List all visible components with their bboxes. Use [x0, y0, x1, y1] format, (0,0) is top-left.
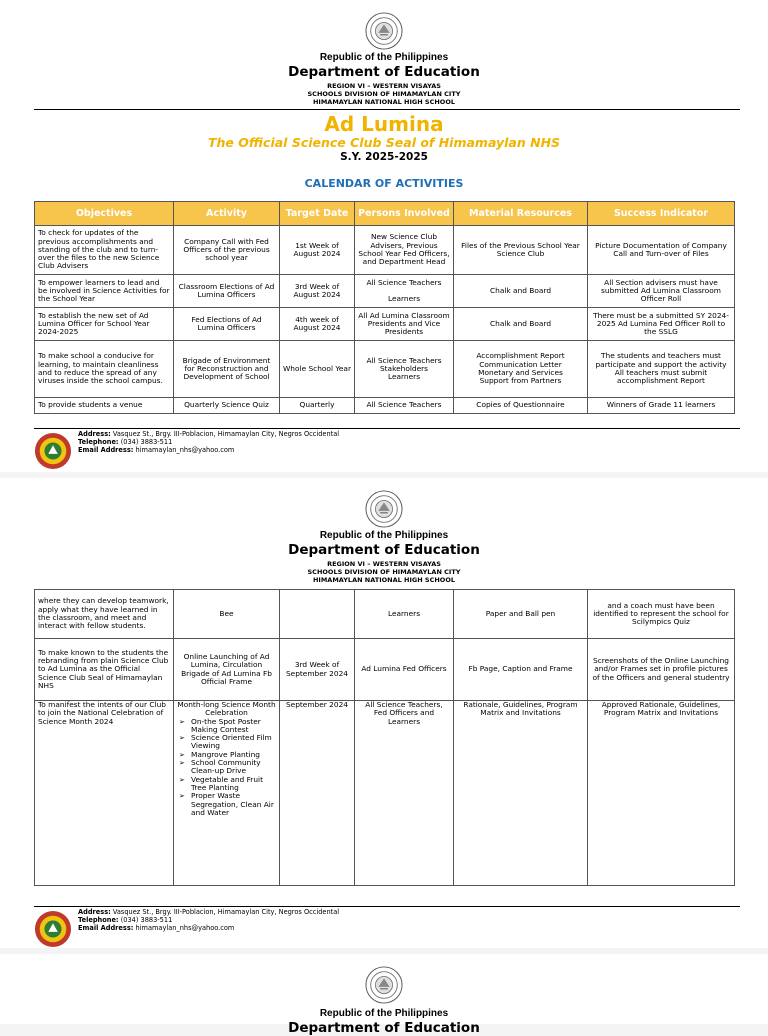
footer-divider: [34, 428, 740, 429]
objective-cell: To provide students a venue: [35, 398, 174, 414]
persons-cell: All Science Teachers Stakeholders Learners: [355, 341, 454, 398]
republic-text: Republic of the Philippines: [319, 530, 449, 541]
activity-title: Month-long Science Month Celebration: [177, 700, 276, 718]
table-header-row: [35, 202, 735, 226]
department-text: Department of Education: [288, 1020, 480, 1036]
footer-divider: [34, 906, 740, 907]
email-text: himamaylan_nhs@yahoo.com: [135, 446, 235, 454]
school-text: HIMAMAYLAN NATIONAL HIGH SCHOOL: [312, 576, 456, 584]
objective-cell: To check for updates of the previous accomplishments and standing of the club and to turn-over the files to the new Science Club Advisers: [35, 226, 174, 275]
objective-cell: To make school a conducive for learning, to maintain cleanliness and to reduce the spread of any viruses inside the school campus.: [35, 341, 174, 398]
deped-seal-icon: [365, 12, 403, 50]
column-header: Target Date: [280, 202, 355, 226]
materials-cell: Paper and Ball pen: [454, 590, 588, 639]
school-seal-icon: [34, 910, 72, 948]
objective-cell: To make known to the students the rebranding from plain Science Club to Ad Lumina as the Official Science Club Seal of Himamaylan NHS: [35, 639, 174, 701]
date-cell: [280, 590, 355, 639]
email-label: Email Address:: [78, 924, 134, 932]
page-1: [0, 0, 768, 472]
activity-cell: Bee: [174, 590, 280, 639]
arrow-bullet-icon: ➢: [179, 792, 185, 801]
page-2: [0, 478, 768, 948]
column-header: Success Indicator: [588, 202, 735, 226]
department-text: Department of Education: [288, 64, 480, 80]
calendar-table-page2: [34, 589, 735, 886]
list-item: ➢ Science Oriented Film Viewing: [179, 733, 272, 751]
deped-seal-icon: [365, 490, 403, 528]
table-row: [35, 226, 735, 275]
date-cell: September 2024: [280, 701, 355, 886]
list-item: ➢ On-the Spot Poster Making Contest: [179, 716, 261, 734]
activity-cell: Online Launching of Ad Lumina, Circulation Brigade of Ad Lumina Fb Official Frame: [174, 639, 280, 701]
date-cell: 1st Week of August 2024: [280, 226, 355, 275]
letterhead: [0, 1008, 768, 1036]
persons-cell: All Science Teachers: [355, 398, 454, 414]
materials-cell: Chalk and Board: [454, 275, 588, 308]
materials-cell: Fb Page, Caption and Frame: [454, 639, 588, 701]
arrow-bullet-icon: ➢: [179, 759, 185, 768]
telephone-text: (034) 3883-511: [120, 438, 173, 446]
indicator-cell: Winners of Grade 11 learners: [588, 398, 735, 414]
footer-contact: [78, 908, 339, 932]
region-text: REGION VI – WESTERN VISAYAS: [327, 82, 441, 90]
department-text: Department of Education: [288, 542, 480, 558]
address-label: Address:: [78, 430, 111, 438]
persons-cell: New Science Club Advisers, Previous School Year Fed Officers, and Department Head: [355, 226, 454, 275]
address-text: Vasquez St., Brgy. III-Poblacion, Himamaylan City, Negros Occidental: [112, 908, 340, 916]
deped-seal-icon: [365, 966, 403, 1004]
address-text: Vasquez St., Brgy. III-Poblacion, Himamaylan City, Negros Occidental: [112, 430, 340, 438]
footer-contact: [78, 430, 339, 454]
region-text: REGION VI – WESTERN VISAYAS: [327, 560, 441, 568]
list-item: ➢ School Community Clean-up Drive: [179, 758, 261, 776]
school-text: HIMAMAYLAN NATIONAL HIGH SCHOOL: [312, 98, 456, 106]
club-title: Ad Lumina: [324, 112, 444, 136]
telephone-label: Telephone:: [78, 438, 119, 446]
section-heading: CALENDAR OF ACTIVITIES: [304, 177, 464, 190]
date-cell: Whole School Year: [280, 341, 355, 398]
header-divider: [34, 109, 740, 110]
letterhead: [0, 530, 768, 584]
table-row: [35, 341, 735, 398]
republic-text: Republic of the Philippines: [319, 1008, 449, 1019]
table-row: [35, 590, 735, 639]
arrow-bullet-icon: ➢: [179, 775, 185, 784]
telephone-text: (034) 3883-511: [120, 916, 173, 924]
column-header: Activity: [174, 202, 280, 226]
indicator-cell: Picture Documentation of Company Call and Turn-over of Files: [588, 226, 735, 275]
materials-cell: Files of the Previous School Year Science Club: [454, 226, 588, 275]
persons-cell: All Science Teachers Learners: [355, 275, 454, 308]
list-item: ➢ Proper Waste Segregation, Clean Air and Water: [179, 791, 274, 817]
republic-text: Republic of the Philippines: [319, 52, 449, 63]
indicator-cell: Approved Rationale, Guidelines, Program Matrix and Invitations: [588, 701, 735, 886]
objective-cell: To empower learners to lead and be involved in Science Activities for the School Year: [35, 275, 174, 308]
objective-cell: To manifest the intents of our Club to join the National Celebration of Science Month 2024: [35, 701, 174, 886]
table-row: [35, 701, 735, 886]
persons-cell: All Ad Lumina Classroom Presidents and Vice Presidents: [355, 308, 454, 341]
persons-cell: Ad Lumina Fed Officers: [355, 639, 454, 701]
materials-cell: Rationale, Guidelines, Program Matrix and Invitations: [454, 701, 588, 886]
persons-cell: All Science Teachers, Fed Officers and Learners: [355, 701, 454, 886]
column-header: Material Resources: [454, 202, 588, 226]
activity-cell: Quarterly Science Quiz: [174, 398, 280, 414]
date-cell: 3rd Week of August 2024: [280, 275, 355, 308]
school-seal-icon: [34, 432, 72, 470]
email-text: himamaylan_nhs@yahoo.com: [135, 924, 235, 932]
objective-cell: where they can develop teamwork, apply what they have learned in the classroom, and meet and interact with fellow students.: [35, 590, 174, 639]
materials-cell: Chalk and Board: [454, 308, 588, 341]
calendar-table-page1: [34, 201, 735, 414]
address-label: Address:: [78, 908, 111, 916]
division-text: SCHOOLS DIVISION OF HIMAMAYLAN CITY: [307, 568, 461, 576]
table-row: [35, 398, 735, 414]
activity-cell: Company Call with Fed Officers of the previous school year: [174, 226, 280, 275]
column-header: Objectives: [35, 202, 174, 226]
activity-cell: [174, 701, 280, 886]
activity-cell: Classroom Elections of Ad Lumina Officers: [174, 275, 280, 308]
table-row: [35, 639, 735, 701]
page-3: [0, 954, 768, 1036]
indicator-cell: and a coach must have been identified to represent the school for Scilympics Quiz: [588, 590, 735, 639]
materials-cell: Accomplishment Report Communication Letter Monetary and Services Support from Partners: [454, 341, 588, 398]
arrow-bullet-icon: ➢: [179, 717, 185, 726]
table-row: [35, 308, 735, 341]
activity-cell: Fed Elections of Ad Lumina Officers: [174, 308, 280, 341]
club-tagline: The Official Science Club Seal of Himamaylan NHS: [207, 135, 561, 150]
arrow-bullet-icon: ➢: [179, 734, 185, 743]
column-header: Persons Involved: [355, 202, 454, 226]
indicator-cell: Screenshots of the Online Launching and/or Frames set in profile pictures of the Officers and general studentry: [588, 639, 735, 701]
date-cell: 3rd Week of September 2024: [280, 639, 355, 701]
division-text: SCHOOLS DIVISION OF HIMAMAYLAN CITY: [307, 90, 461, 98]
objective-cell: To establish the new set of Ad Lumina Officer for School Year 2024-2025: [35, 308, 174, 341]
date-cell: Quarterly: [280, 398, 355, 414]
list-item: ➢ Vegetable and Fruit Tree Planting: [179, 774, 263, 792]
telephone-label: Telephone:: [78, 916, 119, 924]
date-cell: 4th week of August 2024: [280, 308, 355, 341]
arrow-bullet-icon: ➢: [179, 750, 185, 759]
activity-cell: Brigade of Environment for Reconstruction and Development of School: [174, 341, 280, 398]
materials-cell: Copies of Questionnaire: [454, 398, 588, 414]
table-row: [35, 275, 735, 308]
activity-sub-list: [179, 718, 276, 818]
indicator-cell: There must be a submitted SY 2024-2025 Ad Lumina Fed Officer Roll to the SSLG: [588, 308, 735, 341]
school-year: S.Y. 2025-2025: [340, 151, 428, 163]
list-item: ➢ Mangrove Planting: [179, 749, 260, 759]
email-label: Email Address:: [78, 446, 134, 454]
indicator-cell: All Section advisers must have submitted Ad Lumina Classroom Officer Roll: [588, 275, 735, 308]
indicator-cell: The students and teachers must participate and support the activity All teachers must submit accomplishment Report: [588, 341, 735, 398]
letterhead: [0, 52, 768, 106]
persons-cell: Learners: [355, 590, 454, 639]
